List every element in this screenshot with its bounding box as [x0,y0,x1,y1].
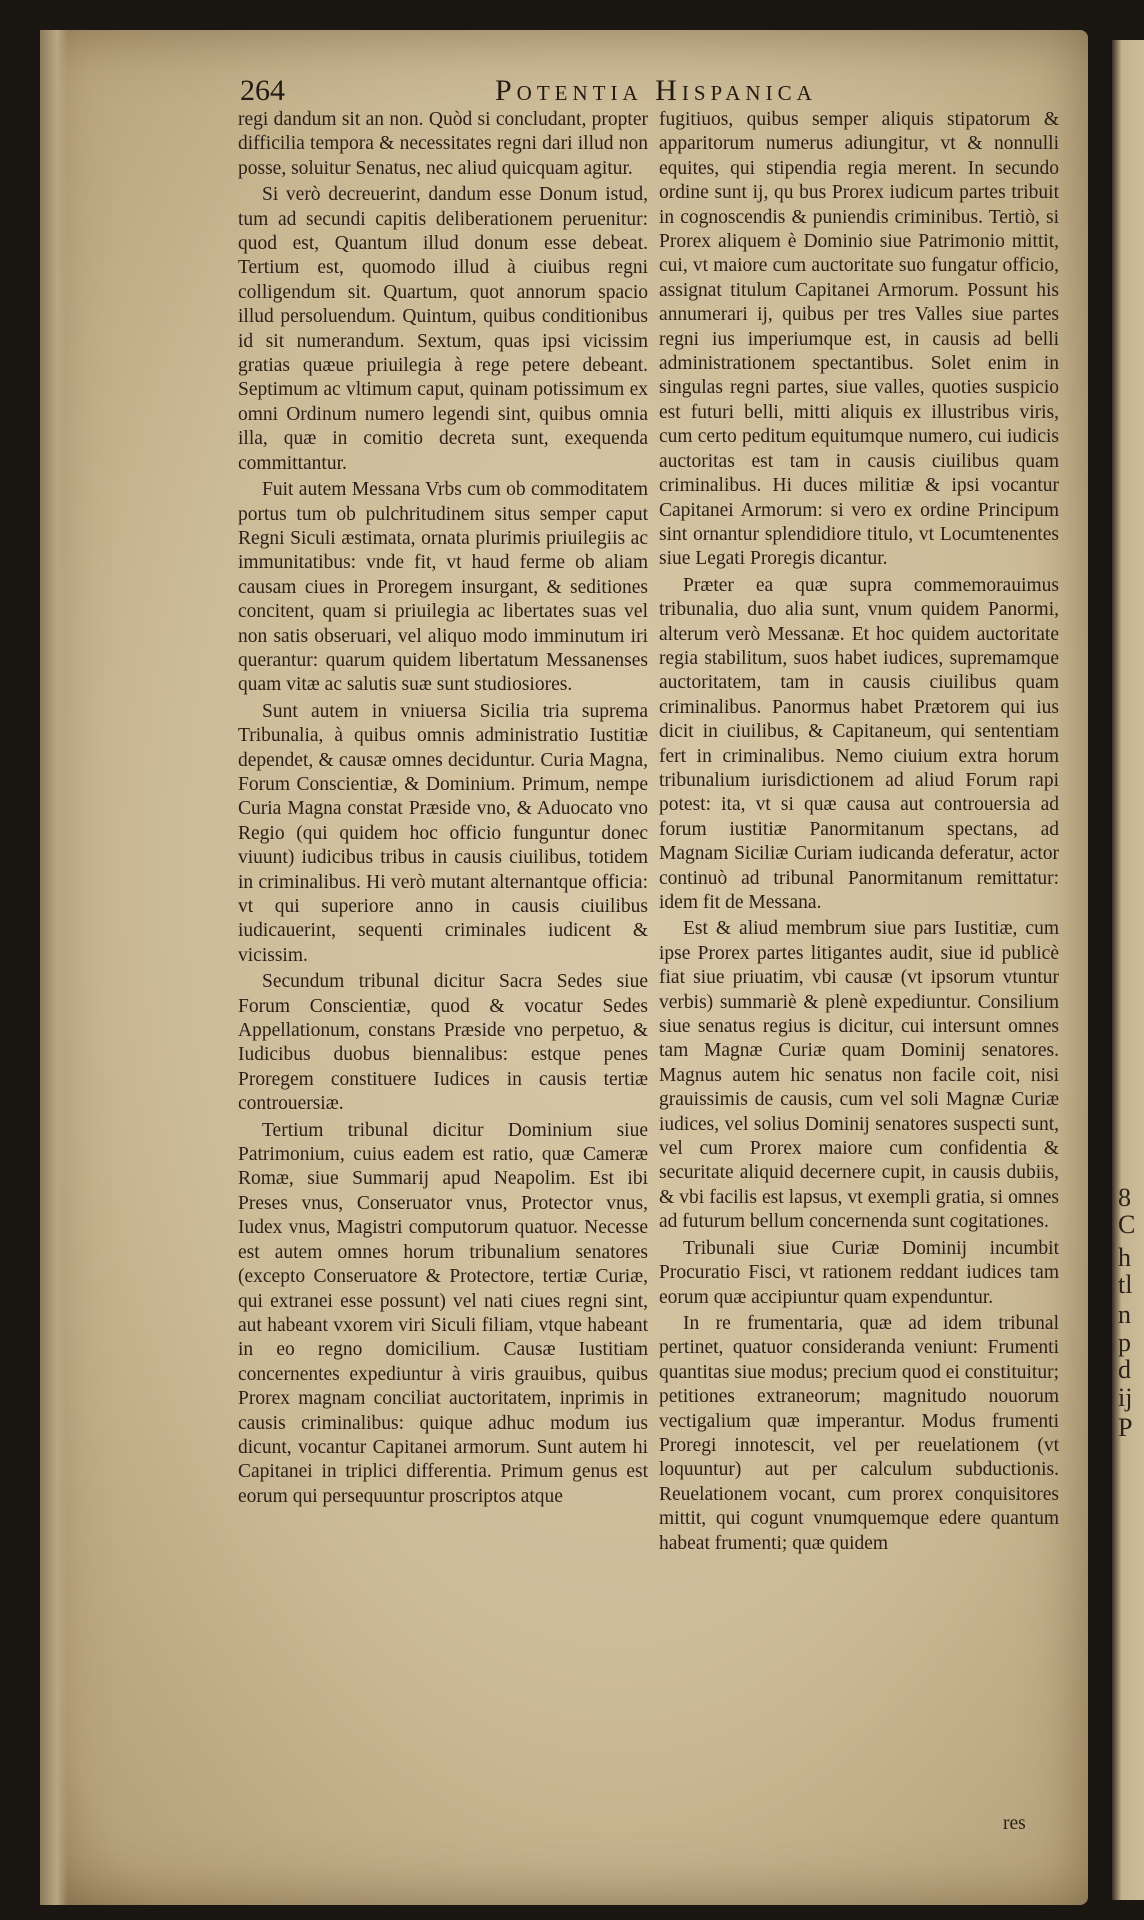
page-gutter-shadow [40,30,68,1905]
adjacent-page-fragment: C [1118,1210,1136,1239]
page-number: 264 [240,74,285,107]
paragraph: Secundum tribunal dicitur Sacra Sedes siue Forum Conscientiæ, quod & vocatur Sedes Appellationum, constans Præside vno perpetuo, & Iudicibus duobus biennalibus: estque penes Proregem constituere Iudices in causis tertiæ controuersiæ. [238,971,648,1115]
adjacent-page-fragment: h [1118,1243,1131,1272]
adjacent-page-fragment: P [1118,1413,1133,1442]
left-column [238,108,648,1511]
paragraph: Fuit autem Messana Vrbs cum ob commoditatem portus tum ob pulchritudinem situs semper caput Regni Siculi æstimata, ornata plurimis priuilegiis ac immunitatibus: vnde fit, vt haud ferme ob aliam causam ciues in Proregem insurgant, & seditiones concitent, quam si priuilegia ac libertates suas vel non satis obseruari, vel aliquo modo imminutum iri querantur: quarum quidem libertatum Messanenses quam vitæ ac salutis suæ sunt studiosiores. [238,479,648,696]
adjacent-page-fragment: 8 [1118,1183,1131,1212]
paragraph: Tertium tribunal dicitur Dominium siue Patrimonium, cuius eadem est ratio, quæ Cameræ Romæ, siue Summarij apud Neapolim. Est ibi Preses vnus, Conseruator vnus, Protector vnus, Iudex vnus, Magistri computorum quatuor. Necesse est autem omnes horum tribunalium senatores (excepto Conseruatore & Protectore, tertiæ Curiæ, qui extranei esse possunt) vel nati ciues regni sint, aut habeant vxorem viri Siculi filiam, vtque habeant in eo regno domicilium. Causæ Iustitiam concernentes expediuntur à viris grauibus, quibus Prorex magnam conciliat auctoritatem, inprimis in causis criminalibus: quique adhuc modum ius dicunt, vocantur Capitanei armorum. Sunt autem hi Capitanei in triplici differentia. Primum genus est eorum qui persequuntur proscriptos atque [238,1119,648,1507]
adjacent-page-fragment: tl [1118,1270,1133,1299]
paragraph: regi dandum sit an non. Quòd si concludant, propter difficilia tempora & necessitates regni dari illud non posse, soluitur Senatus, nec aliud quicquam agitur. [238,109,648,179]
adjacent-page-fragment: d [1118,1355,1131,1384]
adjacent-page-edge [1112,40,1144,1900]
paragraph: Est & aliud membrum siue pars Iustitiæ, cum ipse Prorex partes litigantes audit, siue id publicè fiat siue priuatim, vbi causæ (vt ipsorum vtuntur verbis) summariè & plenè expediuntur. Consilium siue senatus regius is dicitur, cui intersunt omnes tam Magnæ Curiæ quam Dominij senatores. Magnus autem hic senatus non facile coit, nisi grauissimis de causis, cum vel soli Magnæ Curiæ iudices, vel solius Dominij senatores suspecti sunt, vel cum Prorex maiore cum confidentia & securitate aliquid decernere cupit, in causis dubiis, & vbi facilis est lapsus, vt exempli gratia, si omnes ad futurum bellum concernenda sunt cogitationes. [659,918,1059,1233]
paragraph: Sunt autem in vniuersa Sicilia tria suprema Tribunalia, à quibus omnis administratio Iustitiæ dependet, & causæ omnes deciduntur. Curia Magna, Forum Conscientiæ, & Dominium. Primum, nempe Curia Magna constat Præside vno, & Aduocato vno Regio (qui quidem hoc officio funguntur donec viuunt) iudicibus tribus in causis ciuilibus, totidem in criminalibus. Hi verò mutant alternantque officia: vt qui superiore anno in causis ciuilibus iudicauerint, sequenti criminales iudicent & vicissim. [238,700,648,966]
paragraph: Si verò decreuerint, dandum esse Donum istud, tum ad secundi capitis deliberationem peruenitur: quod est, Quantum illud donum esse debeat. Tertium est, quomodo illud à ciuibus regni colligendum sit. Quartum, quot annorum spacio illud persoluendum. Quintum, quibus conditionibus id sit numerandum. Sextum, quas ipsi vicissim gratias quæue priuilegia à rege petere debeant. Septimum ac vltimum caput, quinam potissimum ex omni Ordinum numero legendi sint, quibus omnia illa, quæ in comitio decreta sunt, exequenda committantur. [238,184,648,474]
adjacent-page-fragment: p [1118,1328,1131,1357]
paragraph: Tribunali siue Curiæ Dominij incumbit Procuratio Fisci, vt rationem reddant iudices tam eorum quæ accipiuntur quam expenduntur. [659,1237,1059,1308]
catchword: res [1003,1813,1026,1834]
paragraph: fugitiuos, quibus semper aliquis stipatorum & apparitorum numerus adiungitur, vt & nonnulli equites, qui stipendia regia merent. In secundo ordine sunt ij, qu bus Prorex iudicum partes tribuit in cognoscendis & puniendis criminibus. Tertiò, si Prorex aliquem è Dominio siue Patrimonio mittit, cui, vt maiore cum auctoritate suo fungatur officio, assignat titulum Capitanei Armorum. Possunt his annumerari ij, quibus per tres Valles siue partes regni ius imperiumque est, in causis ad belli administrationem spectantibus. Solet enim in singulas regni partes, siue valles, quoties suspicio est futuri belli, mitti aliquis ex illustribus viris, cum certo peditum equitumque numero, cui iudicis auctoritas est tam in causis ciuilibus quam criminalibus. Hi duces militiæ & ipsi vocantur Capitanei Armorum: si vero ex ordine Principum sint ornantur splendidiore titulo, vt Locumtenentes siue Legati Proregis dicantur. [659,109,1059,570]
right-column [659,108,1059,1558]
paragraph: Præter ea quæ supra commemorauimus tribunalia, duo alia sunt, vnum quidem Panormi, alterum verò Messanæ. Et hoc quidem auctoritate regia stabilitum, suos habet iudices, supremamque auctoritatem, tam in causis ciuilibus quam criminalibus. Panormus habet Prætorem qui ius dicit in ciuilibus, & Capitaneum, qui sententiam fert in criminalibus. Nemo ciuium extra horum tribunalium iurisdictionem ad aliud Forum rapi potest: ita, vt si quæ causa aut controuersia ad forum iustitiæ Panormitanum spectans, ad Magnam Siciliæ Curiam iudicanda deferatur, actor continuò ad tribunal Panormitanum remittatur: idem fit de Messana. [659,574,1059,913]
adjacent-page-fragment: n [1118,1300,1131,1329]
adjacent-page-fragment: ij [1118,1383,1133,1412]
running-title: Potentia Hispanica [495,74,817,107]
paragraph: In re frumentaria, quæ ad idem tribunal pertinet, quatuor consideranda veniunt: Frumenti quantitas siue modus; precium quod ei constituitur; petitiones extraneorum; magnitudo nouorum vectigalium quæ imperantur. Modus frumenti Proregi innotescit, vel per reuelationem (vt loquuntur) aut per calculum subductionis. Reuelationem vocant, cum prorex conquisitores mittit, qui cogunt vnumquemque edere quantum habeat frumenti; quæ quidem [659,1312,1059,1554]
